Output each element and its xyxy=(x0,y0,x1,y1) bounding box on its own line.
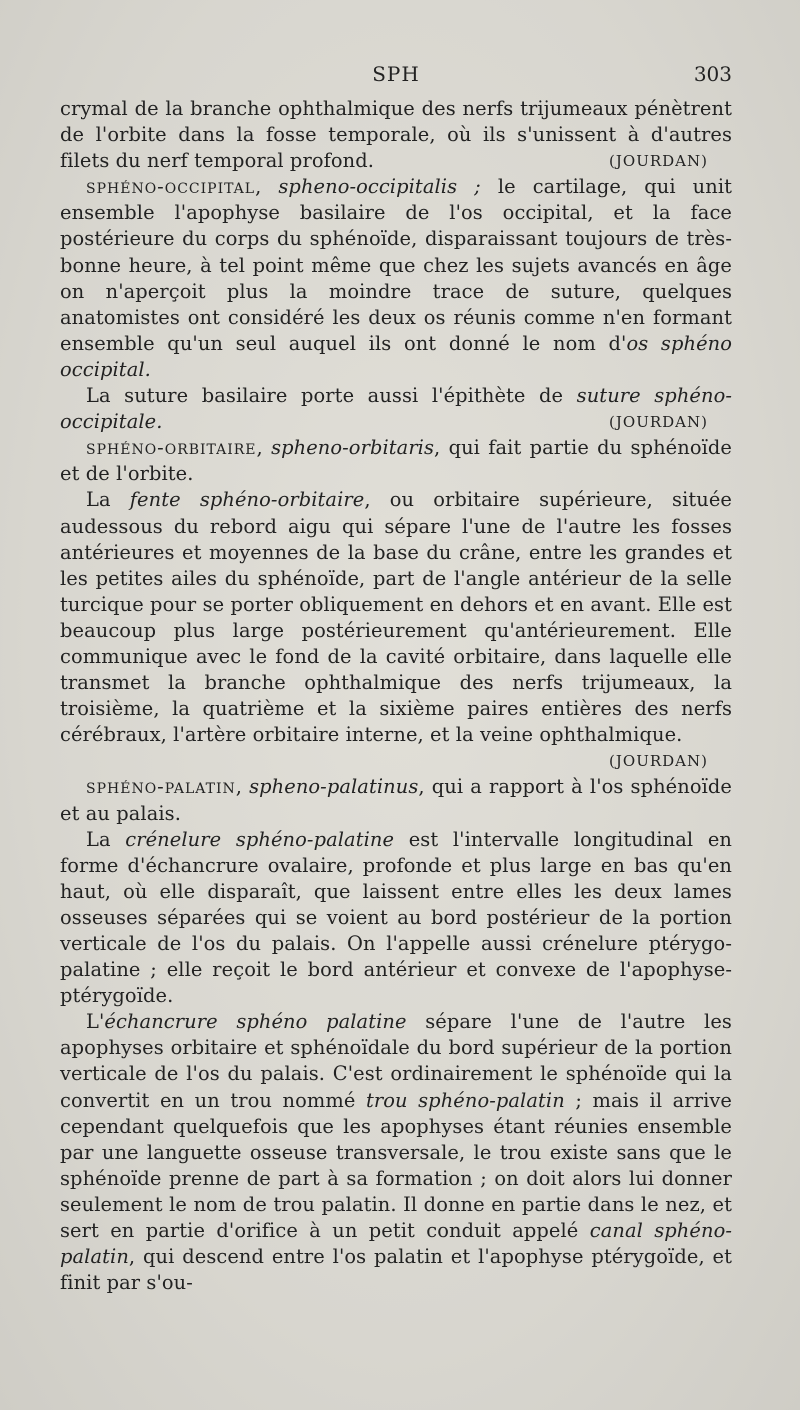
latin-term: spheno-palatinus xyxy=(249,775,419,799)
author-reference: ( JOURDAN ) xyxy=(609,148,732,174)
paragraph-text: crymal de la branche ophthalmique des nerfs trijumeaux pénètrent de l'orbite dans la fosse temporale, où ils s'unissent à d'autres filets du nerf temporal profond. xyxy=(60,97,732,173)
author-reference: ( JOURDAN ) xyxy=(583,748,732,774)
paragraph xyxy=(60,827,732,1010)
paragraph-text: L' xyxy=(86,1010,105,1034)
italic-term: fente sphéno-orbitaire xyxy=(129,488,365,512)
dictionary-entry: sphéno-orbitaire, spheno-orbitaris, qui fait partie du sphénoïde et de l'orbite. xyxy=(60,436,733,486)
paragraph-text: , qui descend entre l'os palatin et l'apophyse ptérygoïde, et finit par s'ou- xyxy=(60,1245,732,1295)
paragraph-text: La suture basilaire porte aussi l'épithète de xyxy=(86,384,577,408)
running-head: SPH xyxy=(372,62,420,86)
italic-term: os sphéno occipital. xyxy=(60,331,733,381)
entry-text: , qui fait partie du sphénoïde et de l'orbite. xyxy=(60,436,733,486)
paragraph xyxy=(60,487,732,771)
paragraph-text: La xyxy=(86,488,130,512)
entry-term: sphéno-palatin xyxy=(86,775,236,799)
page-number: 303 xyxy=(693,62,732,86)
italic-term: canal sphéno-palatin xyxy=(60,1219,732,1269)
italic-term: échancrure sphéno palatine xyxy=(104,1010,407,1034)
paragraph xyxy=(60,383,732,435)
paragraph xyxy=(60,1009,732,1296)
body-text xyxy=(60,96,732,1296)
dictionary-entry: sphéno-palatin, spheno-palatinus, qui a rapport à l'os sphénoïde et au palais. xyxy=(60,775,733,825)
entry-text: le cartilage, qui unit ensemble l'apophyse basilaire de l'os occipital, et la face postérieure du corps du sphénoïde, disparaissant toujours de très-bonne heure, à tel point même que chez les sujets avancés en âge on n'aperçoit plus la moindre trace de suture, quelques anatomistes ont considéré les deux os réunis comme n'en formant ensemble qu'un seul auquel ils ont donné le nom d' xyxy=(60,175,733,355)
paragraph xyxy=(60,96,732,174)
entry-text: , qui a rapport à l'os sphénoïde et au palais. xyxy=(60,775,733,825)
italic-term: suture sphéno-occipitale. xyxy=(60,384,732,434)
paragraph-text: est l'intervalle longitudinal en forme d'échancrure ovalaire, profonde et plus large en bas qu'en haut, où elle disparaît, que laissent entre elles les deux lames osseuses séparées qui se voient au bord postérieur de la portion verticale de l'os du palais. On l'appelle aussi xyxy=(60,827,732,955)
paragraph-text: crénelure ptérygo-palatine ; elle reçoit le bord antérieur et convexe de l'apophyse-ptérygoïde. xyxy=(60,932,732,1008)
paragraph-text: ; mais il arrive cependant quelquefois que les apophyses étant réunies ensemble par une languette osseuse transversale, le trou existe sans que le sphénoïde prenne de part à sa formation ; on doit alors lui donner seulement le nom de trou palatin. Il donne en partie dans le nez, et sert en partie d'orifice à un petit conduit appelé xyxy=(60,1088,732,1243)
paragraph-text: , ou orbitaire supérieure, située audessous du rebord aigu qui sépare l'une de l'autre les fosses antérieures et moyennes de la base du crâne, entre les grandes et les petites ailes du sphénoïde, part de l'angle antérieur de la selle turcique pour se porter obliquement en dehors et en avant. Elle est beaucoup plus large postérieurement qu'antérieurement. Elle communique avec le fond de la cavité orbitaire, dans laquelle elle transmet la branche ophthalmique des nerfs trijumeaux, la troisième, la quatrième et la sixième paires entières des nerfs cérébraux, l'artère orbitaire interne, et la veine ophthalmique. xyxy=(60,488,732,747)
paragraph-text: sépare l'une de l'autre les apophyses orbitaire et sphénoïdale du bord supérieur de la portion verticale de l'os du palais. C'est ordinairement le sphénoïde qui la convertit en un trou nommé xyxy=(60,1010,732,1112)
italic-term: trou sphéno-palatin xyxy=(365,1088,565,1112)
author-reference: ( JOURDAN ) xyxy=(583,409,732,435)
latin-term: spheno-orbitaris xyxy=(271,436,435,460)
entry-term: sphéno-orbitaire xyxy=(86,436,257,460)
paragraph-text: La xyxy=(86,827,126,851)
entry-term: sphéno-occipital xyxy=(86,175,256,199)
latin-term: spheno-occipitalis ; xyxy=(278,175,481,199)
dictionary-entry: sphéno-occipital, spheno-occipitalis ; le cartilage, qui unit ensemble l'apophyse basilaire de l'os occipital, et la face postérieure du corps du sphénoïde, disparaissant toujours de très-bonne heure, à tel point même que chez les sujets avancés en âge on n'aperçoit plus la moindre trace de suture, quelques anatomistes ont considéré les deux os réunis comme n'en formant ensemble qu'un seul auquel ils ont donné le nom d'os sphéno occipital. xyxy=(60,175,733,381)
page-header xyxy=(60,62,732,92)
italic-term: crénelure sphéno-palatine xyxy=(125,827,395,851)
